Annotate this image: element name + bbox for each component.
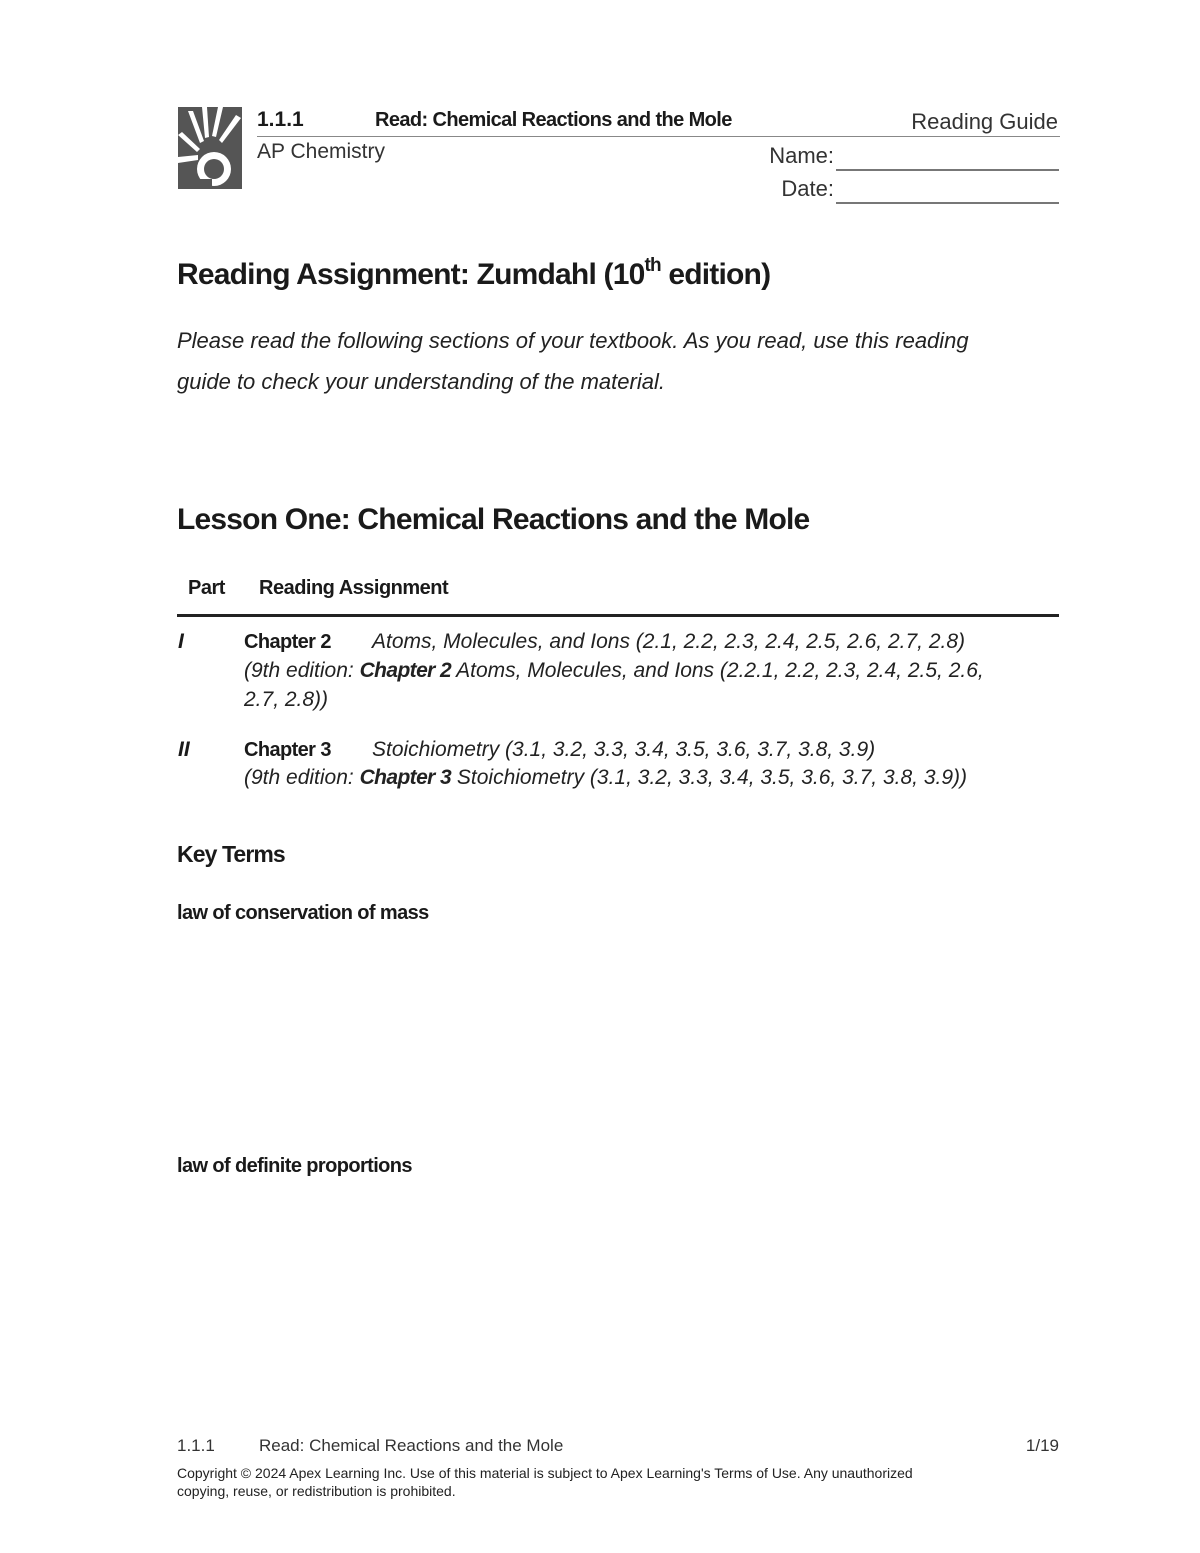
footer-page-number: 1/19 [1025, 1436, 1059, 1455]
copyright-line: copying, reuse, or redistribution is prohibited. [177, 1483, 456, 1499]
lesson-heading: Lesson One: Chemical Reactions and the Mole [177, 503, 810, 536]
header-lesson-title: Read: Chemical Reactions and the Mole [375, 109, 732, 131]
intro-line: Please read the following sections of your textbook. As you read, use this reading [177, 328, 969, 353]
header-divider [257, 136, 1060, 137]
table-row-desc: Atoms, Molecules, and Ions (2.1, 2.2, 2.3, 2.4, 2.5, 2.6, 2.7, 2.8) [372, 630, 966, 653]
table-header-reading: Reading Assignment [259, 577, 449, 599]
assignment-heading [177, 257, 770, 292]
key-terms-heading: Key Terms [177, 841, 285, 867]
table-row-alt [244, 766, 967, 790]
footer-copyright [177, 1464, 1037, 1500]
header-course: AP Chemistry [257, 140, 385, 163]
table-row-alt-desc: Stoichiometry (3.1, 3.2, 3.3, 3.4, 3.5, 3.6, 3.7, 3.8, 3.9)) [451, 766, 967, 789]
table-row-desc: Stoichiometry (3.1, 3.2, 3.3, 3.4, 3.5, 3.6, 3.7, 3.8, 3.9) [372, 738, 876, 761]
table-header-rule [177, 614, 1059, 617]
header-lesson-number: 1.1.1 [257, 108, 304, 131]
assignment-heading-sup: th [644, 255, 661, 276]
copyright-line: Copyright © 2024 Apex Learning Inc. Use of this material is subject to Apex Learning's Terms of Use. Any unauthorized [177, 1465, 913, 1481]
assignment-heading-prefix: Reading Assignment: Zumdahl (10 [177, 258, 645, 291]
key-term: law of definite proportions [177, 1155, 412, 1177]
assignment-intro [177, 320, 1037, 402]
table-row-alt-chapter: Chapter 3 [359, 766, 452, 789]
table-row-alt-chapter: Chapter 2 [359, 659, 452, 682]
date-label: Date: [781, 176, 834, 201]
table-row-part: I [178, 630, 184, 653]
key-term: law of conservation of mass [177, 902, 429, 924]
table-row-part: II [178, 738, 190, 761]
header-doc-type: Reading Guide [911, 109, 1058, 134]
table-row-alt-prefix: (9th edition: [244, 766, 360, 789]
apex-logo-icon [178, 107, 242, 189]
date-field[interactable] [836, 202, 1059, 204]
intro-line: guide to check your understanding of the material. [177, 369, 665, 394]
table-row-alt-cont: 2.7, 2.8)) [244, 688, 329, 711]
table-row-alt-desc: Atoms, Molecules, and Ions (2.2.1, 2.2, 2.3, 2.4, 2.5, 2.6, [451, 659, 984, 682]
table-row-chapter: Chapter 2 [244, 631, 331, 653]
name-field[interactable] [836, 169, 1059, 171]
table-header-part: Part [188, 577, 225, 599]
footer-lesson-number: 1.1.1 [177, 1436, 215, 1455]
assignment-heading-suffix: edition) [660, 258, 771, 291]
name-label: Name: [769, 143, 834, 168]
table-row-alt-prefix: (9th edition: [244, 659, 360, 682]
table-row-chapter: Chapter 3 [244, 739, 331, 761]
table-row-alt [244, 659, 984, 683]
footer-lesson-title: Read: Chemical Reactions and the Mole [259, 1436, 564, 1455]
